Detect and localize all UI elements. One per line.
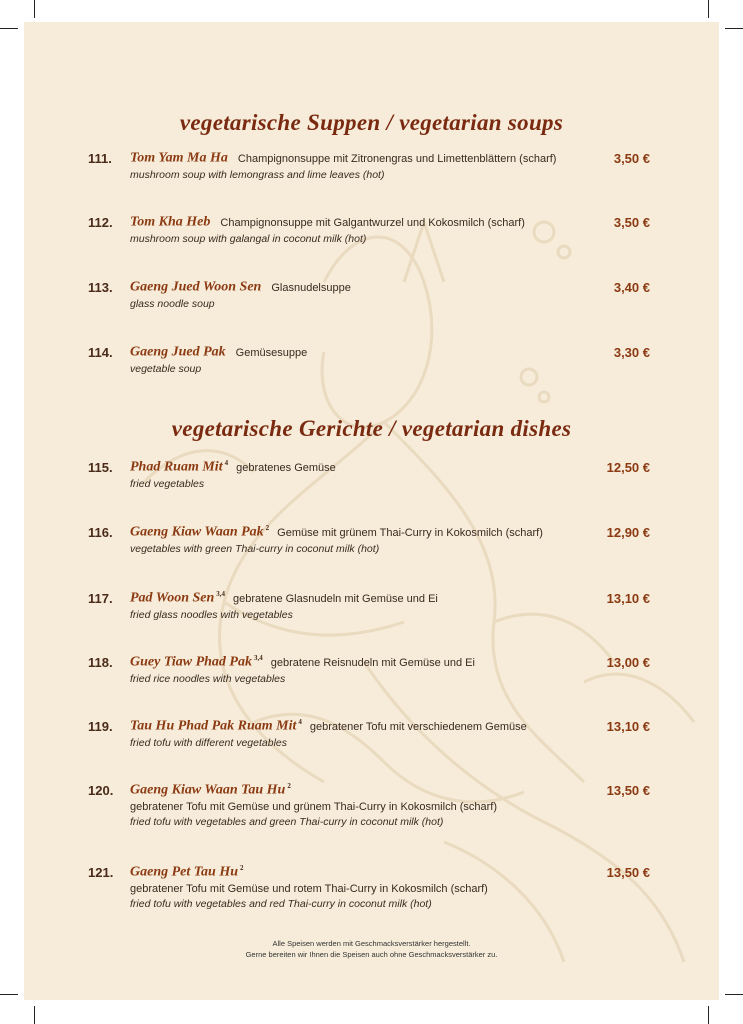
menu-item	[88, 214, 650, 247]
item-description-de: Glasnudelsuppe	[271, 281, 351, 294]
item-description-de: Champignonsuppe mit Galgantwurzel und Kokosmilch (scharf)	[220, 216, 525, 229]
item-description-en: fried tofu with vegetables and red Thai-curry in coconut milk (hot)	[130, 898, 432, 910]
menu-item	[88, 459, 650, 492]
item-number: 111.	[88, 151, 112, 166]
item-name: Phad Ruam Mit $^4$ gebratenes Gemüse	[130, 459, 336, 475]
item-price: 3,40 €	[613, 280, 650, 295]
item-description-en: vegetables with green Thai-curry in coconut milk (hot)	[130, 543, 380, 555]
item-number: 121.	[88, 865, 114, 880]
allergen-note: 4	[298, 718, 302, 726]
allergen-note: 3,4	[253, 654, 263, 662]
item-price: 12,50 €	[606, 460, 650, 475]
item-name: Pad Woon Sen $^{3,4}$ gebratene Glasnudeln mit Gemüse und Ei	[130, 590, 438, 606]
item-number: 116.	[88, 525, 113, 540]
crop-mark	[34, 1006, 35, 1024]
allergen-note: 2	[287, 782, 291, 790]
menu-item	[88, 279, 650, 312]
item-price: 3,50 €	[613, 215, 650, 230]
item-description-en: fried tofu with vegetables and green Thai-curry in coconut milk (hot)	[130, 816, 444, 828]
menu-item	[88, 654, 650, 687]
item-name: Gaeng Jued Woon Sen Glasnudelsuppe	[130, 279, 351, 295]
item-description-en: mushroom soup with lemongrass and lime leaves (hot)	[130, 169, 385, 181]
allergen-note: 3,4	[216, 590, 226, 598]
item-price: 13,00 €	[606, 655, 650, 670]
item-name: Tom Kha Heb Champignonsuppe mit Galgantwurzel und Kokosmilch (scharf)	[130, 214, 525, 230]
allergen-note: 4	[224, 459, 229, 467]
item-number: 118.	[88, 655, 113, 670]
item-price: 13,50 €	[606, 783, 650, 798]
item-description-de: gebratener Tofu mit Gemüse und grünem Thai-Curry in Kokosmilch (scharf)	[130, 801, 498, 813]
section-title-soups: vegetarische Suppen / vegetarian soups	[179, 110, 564, 135]
menu-item	[88, 782, 650, 830]
item-description-en: fried tofu with different vegetables	[130, 737, 288, 749]
crop-mark	[0, 994, 18, 995]
item-description-en: glass noodle soup	[130, 298, 215, 310]
footer-line: Gerne bereiten wir Ihnen die Speisen auch ohne Geschmacksverstärker zu.	[245, 950, 498, 959]
item-description-en: mushroom soup with galangal in coconut milk (hot)	[130, 233, 367, 245]
menu-item	[88, 718, 650, 751]
menu-item	[88, 524, 650, 557]
item-name: Tau Hu Phad Pak Ruam Mit $^4$ gebratener Tofu mit verschiedenem Gemüse	[130, 718, 527, 734]
item-description-de: Gemüsesuppe	[235, 346, 308, 359]
item-description-de: gebratener Tofu mit verschiedenem Gemüse	[309, 720, 527, 733]
crop-mark	[725, 994, 743, 995]
item-name: Gaeng Jued Pak Gemüsesuppe	[130, 344, 308, 360]
item-description-en: fried glass noodles with vegetables	[130, 609, 293, 621]
crop-mark	[0, 28, 18, 29]
footer-line: Alle Speisen werden mit Geschmacksverstärker hergestellt.	[272, 939, 471, 948]
item-description-de: gebratener Tofu mit Gemüse und rotem Thai-Curry in Kokosmilch (scharf)	[130, 883, 488, 895]
item-description-de: Gemüse mit grünem Thai-Curry in Kokosmilch (scharf)	[277, 526, 543, 539]
item-name: Gaeng Kiaw Waan Pak $^2$ Gemüse mit grünem Thai-Curry in Kokosmilch (scharf)	[130, 524, 543, 540]
item-price: 13,50 €	[606, 865, 650, 880]
item-price: 13,10 €	[606, 719, 650, 734]
crop-mark	[708, 0, 709, 18]
menu-item	[88, 344, 650, 377]
item-number: 114.	[88, 345, 113, 360]
item-number: 119.	[88, 719, 113, 734]
item-number: 117.	[88, 591, 113, 606]
item-description-de: Champignonsuppe mit Zitronengras und Limettenblättern (scharf)	[237, 152, 557, 165]
item-description-en: fried vegetables	[130, 478, 205, 490]
menu-item	[88, 590, 650, 623]
item-price: 12,90 €	[606, 525, 650, 540]
item-description-en: vegetable soup	[130, 363, 202, 375]
item-description-de: gebratene Glasnudeln mit Gemüse und Ei	[233, 592, 438, 605]
item-number: 115.	[88, 460, 113, 475]
menu-item	[88, 864, 650, 912]
crop-mark	[708, 1006, 709, 1024]
item-number: 112.	[88, 215, 113, 230]
item-number: 113.	[88, 280, 113, 295]
allergen-note: 2	[265, 524, 270, 532]
item-description-de: gebratene Reisnudeln mit Gemüse und Ei	[270, 656, 475, 669]
item-price: 3,50 €	[613, 151, 650, 166]
item-name: Gaeng Pet Tau Hu $^2$	[130, 864, 244, 880]
item-description-de: gebratenes Gemüse	[236, 461, 336, 474]
item-name: Gaeng Kiaw Waan Tau Hu $^2$	[130, 782, 291, 798]
item-name: Tom Yam Ma Ha Champignonsuppe mit Zitronengras und Limettenblättern (scharf)	[130, 150, 557, 166]
item-description-en: fried rice noodles with vegetables	[130, 673, 286, 685]
item-price: 13,10 €	[606, 591, 650, 606]
item-number: 120.	[88, 783, 114, 798]
menu-item	[88, 150, 650, 183]
section-title-dishes: vegetarische Gerichte / vegetarian dishes	[171, 416, 572, 441]
item-price: 3,30 €	[613, 345, 650, 360]
crop-mark	[725, 28, 743, 29]
crop-mark	[34, 0, 35, 18]
item-name: Guey Tiaw Phad Pak $^{3,4}$ gebratene Reisnudeln mit Gemüse und Ei	[130, 654, 475, 670]
footer-note	[0, 938, 743, 960]
allergen-note: 2	[240, 864, 244, 872]
